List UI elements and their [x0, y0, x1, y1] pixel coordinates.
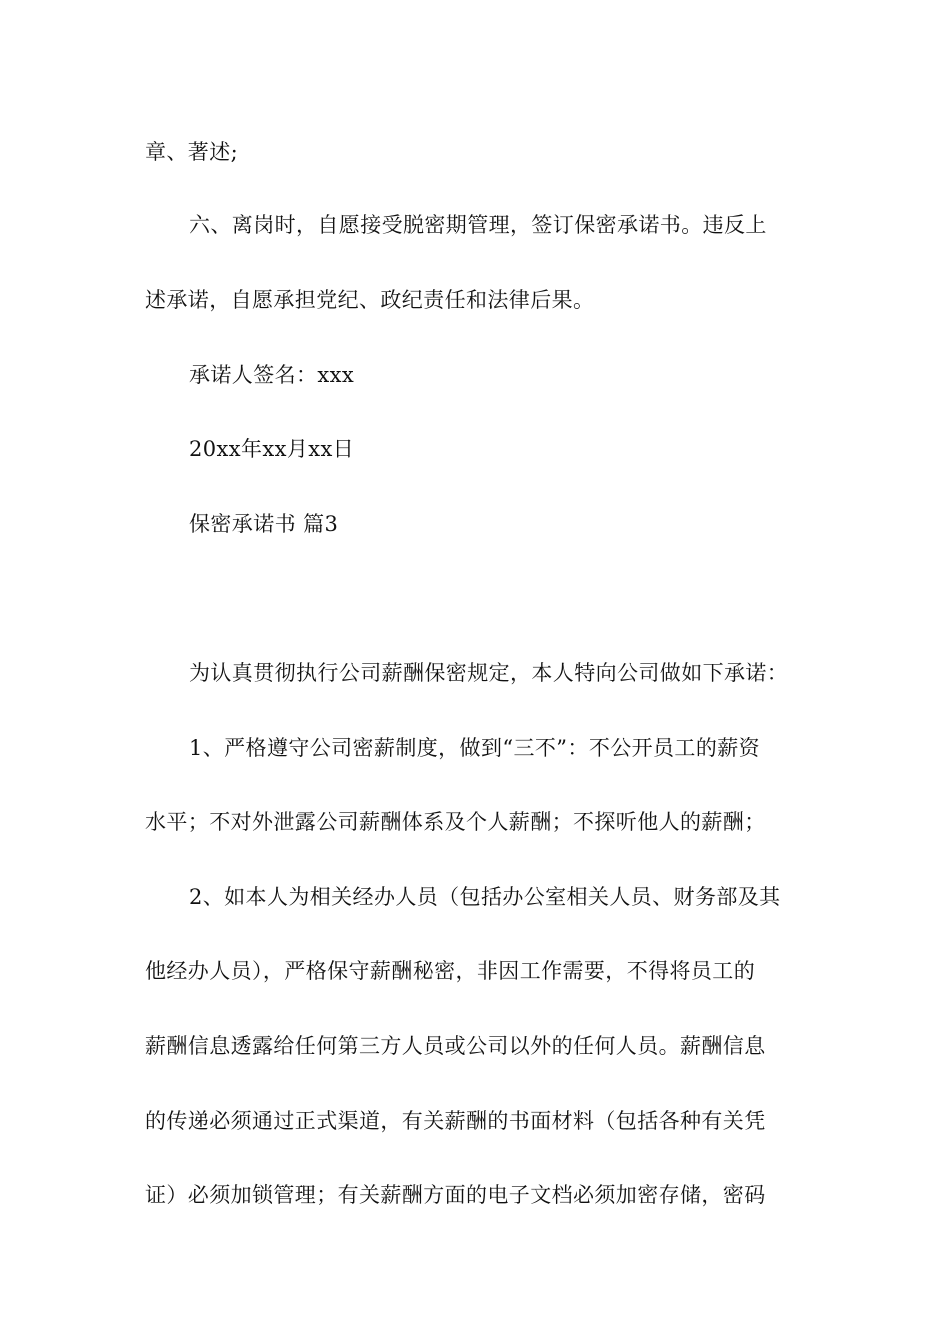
text-line: 1、严格遵守公司密薪制度，做到“三不”：不公开员工的薪资: [189, 736, 761, 760]
signature-line: 承诺人签名：xxx: [189, 363, 355, 387]
text-line: 六、离岗时，自愿接受脱密期管理，签订保密承诺书。违反上: [189, 213, 767, 237]
text-line: 他经办人员），严格保守薪酬秘密，非因工作需要，不得将员工的: [145, 959, 756, 983]
text-line: 水平；不对外泄露公司薪酬体系及个人薪酬；不探听他人的薪酬；: [145, 810, 766, 834]
text-line: 证）必须加锁管理；有关薪酬方面的电子文档必须加密存储，密码: [145, 1183, 766, 1207]
text-line: 章、著述;: [145, 140, 239, 164]
text-line: 述承诺，自愿承担党纪、政纪责任和法律后果。: [145, 288, 595, 312]
text-line: 2、如本人为相关经办人员（包括办公室相关人员、财务部及其: [189, 885, 781, 909]
section-title: 保密承诺书 篇3: [189, 512, 339, 536]
text-line: 为认真贯彻执行公司薪酬保密规定，本人特向公司做如下承诺：: [189, 661, 789, 685]
text-line: 的传递必须通过正式渠道，有关薪酬的书面材料（包括各种有关凭: [145, 1109, 766, 1133]
date-line: 20xx年xx月xx日: [189, 437, 355, 461]
text-line: 薪酬信息透露给任何第三方人员或公司以外的任何人员。薪酬信息: [145, 1034, 766, 1058]
